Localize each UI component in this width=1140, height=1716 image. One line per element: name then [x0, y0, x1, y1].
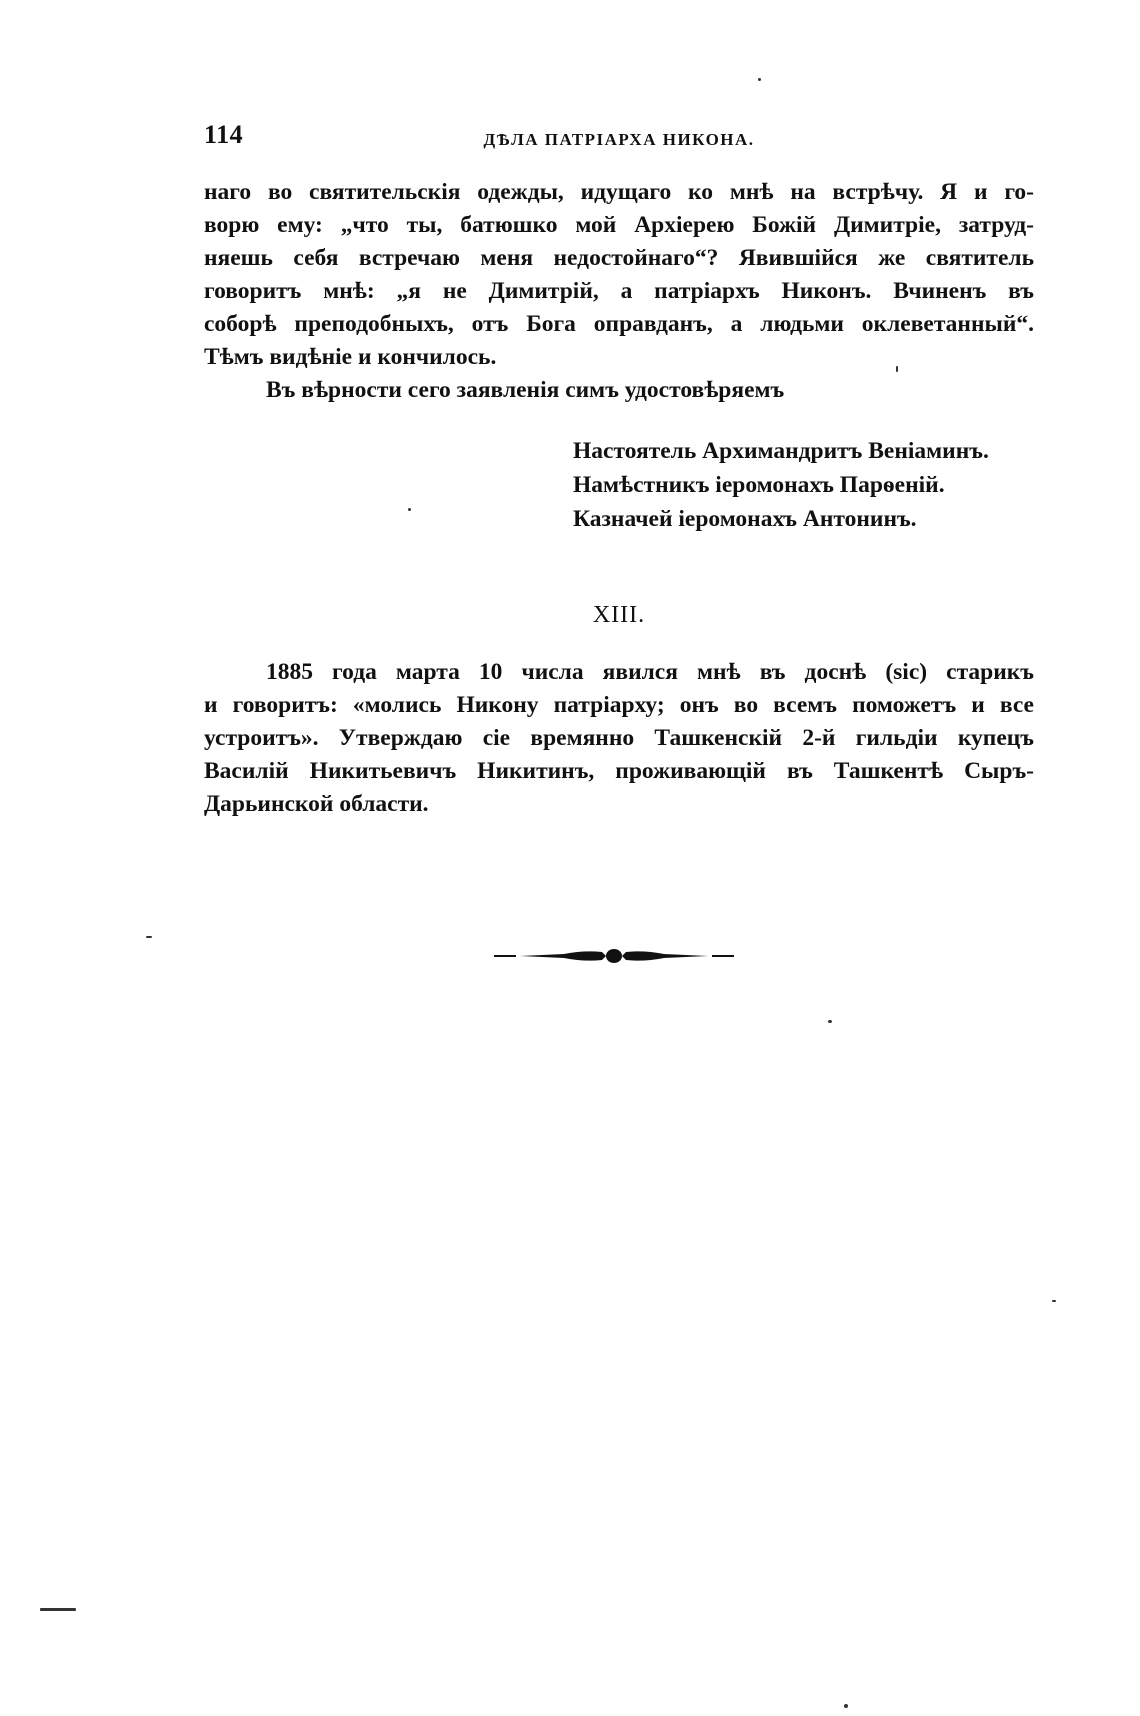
signatures-block — [573, 434, 1053, 536]
signature-line: Намѣстникъ іеромонахъ Парѳеній. — [573, 472, 945, 498]
running-title: ДѢЛА ПАТРІАРХА НИКОНА. — [483, 130, 755, 149]
speck — [408, 508, 411, 511]
paragraph-1 — [204, 176, 1034, 374]
paragraph-1-line: Тѣмъ видѣніе и кончилось. — [204, 344, 497, 370]
speck — [1052, 1300, 1056, 1302]
speck — [828, 1020, 832, 1023]
paragraph-3-line: устроитъ». Утверждаю сіе времянно Ташкенскій 2-й гильдіи купецъ — [204, 725, 1034, 751]
paragraph-3-line: Василій Никитьевичъ Никитинъ, проживающій въ Ташкентѣ Сыръ- — [204, 758, 1034, 784]
paragraph-3-line: и говоритъ: «молись Никону патріарху; онъ во всемъ поможетъ и все — [204, 692, 1034, 718]
section-heading: XIII. — [592, 602, 646, 628]
paragraph-3-line: Дарьинской области. — [204, 791, 429, 817]
page-number: 114 — [204, 120, 244, 149]
speck — [896, 366, 898, 372]
paragraph-2: Въ вѣрности сего заявленія симъ удостовѣряемъ — [266, 377, 785, 403]
paragraph-1-line: говоритъ мнѣ: „я не Димитрій, а патріархъ Никонъ. Вчиненъ въ — [204, 278, 1034, 304]
paragraph-1-line: няешь себя встречаю меня недостойнаго“? Явившійся же святитель — [204, 245, 1034, 271]
signature-line: Настоятель Архимандритъ Веніаминъ. — [573, 438, 989, 464]
paragraph-1-line: соборѣ преподобныхъ, отъ Бога оправданъ, а людьми оклеветанный“. — [204, 311, 1034, 337]
paragraph-1-line: наго во святительскія одежды, идущаго ко мнѣ на встрѣчу. Я и го- — [204, 179, 1034, 205]
speck — [40, 1608, 76, 1611]
speck — [758, 78, 761, 81]
speck — [146, 936, 152, 938]
page-header — [204, 120, 1034, 156]
paragraph-1-line: ворю ему: „что ты, батюшко мой Архіерею Божій Димитріе, затруд- — [204, 212, 1034, 238]
signature-line: Казначей іеромонахъ Антонинъ. — [573, 506, 917, 532]
speck — [844, 1704, 848, 1708]
paragraph-3 — [204, 656, 1034, 821]
tailpiece-ornament-icon — [494, 944, 734, 968]
paragraph-3-line: 1885 года марта 10 числа явился мнѣ въ доснѣ (sic) старикъ — [266, 659, 1034, 685]
